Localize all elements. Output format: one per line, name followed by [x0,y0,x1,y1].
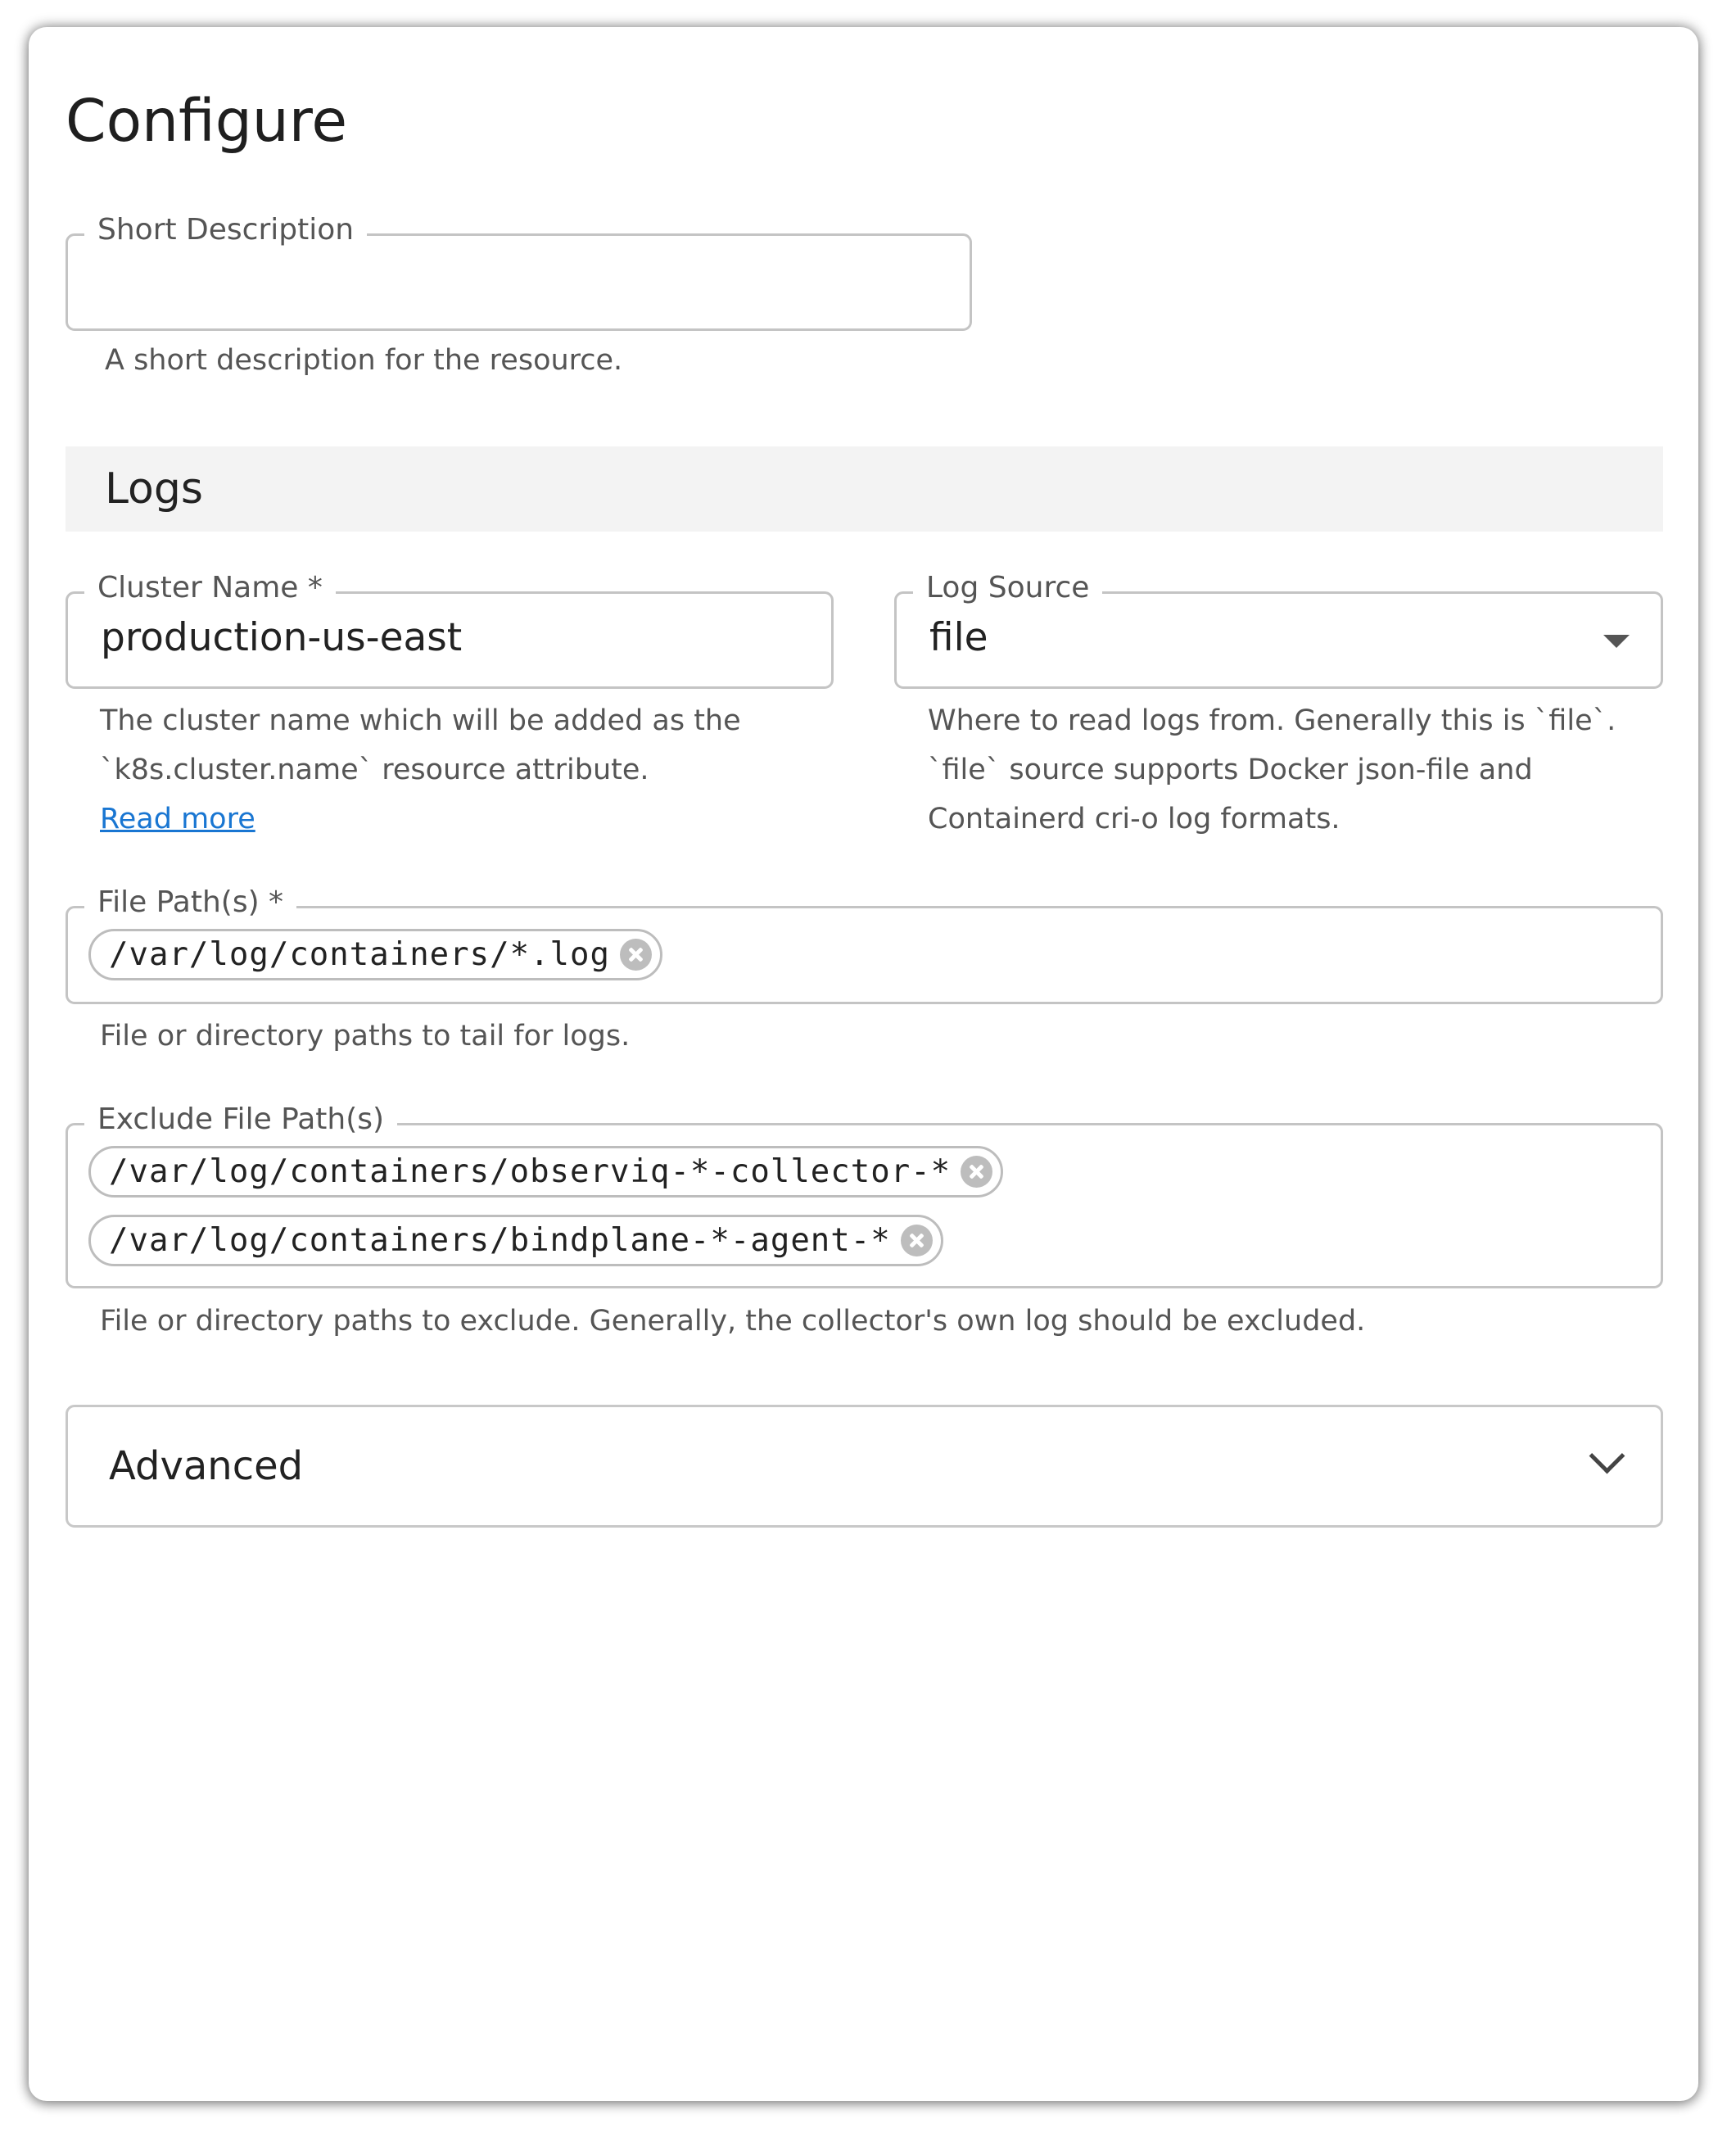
log-source-helper-line1: Where to read logs from. Generally this is `file`. [928,704,1616,737]
short-description-field[interactable] [66,213,972,331]
short-description-label: Short Description [84,214,367,247]
chevron-down-icon[interactable] [1589,1438,1625,1474]
exclude-path-chip[interactable] [88,1146,1003,1198]
cluster-name-helper [100,696,741,844]
chip-remove-icon[interactable] [961,1156,992,1188]
exclude-path-chip-label: /var/log/containers/bindplane-*-agent-* [109,1222,891,1259]
exclude-file-paths-label: Exclude File Path(s) [84,1103,397,1136]
read-more-link[interactable]: Read more [100,803,255,835]
cluster-name-helper-line1: The cluster name which will be added as the [100,704,741,737]
exclude-file-paths-field[interactable] [66,1102,1663,1288]
log-source-value: file [929,615,988,660]
file-paths-helper: File or directory paths to tail for logs. [100,1020,631,1053]
logs-section-title: Logs [105,464,203,514]
log-source-select[interactable] [894,571,1663,689]
log-source-label: Log Source [913,572,1102,604]
exclude-file-paths-helper: File or directory paths to exclude. Generally, the collector's own log should be excluded. [100,1305,1366,1338]
log-source-helper [928,696,1616,844]
dropdown-arrow-icon[interactable] [1603,635,1630,648]
chip-remove-icon[interactable] [620,939,652,971]
cluster-name-field[interactable] [66,571,834,689]
log-source-helper-line3: Containerd cri-o log formats. [928,803,1340,835]
short-description-helper: A short description for the resource. [105,344,623,377]
file-paths-field[interactable] [66,885,1663,1004]
cluster-name-value: production-us-east [101,615,463,660]
cluster-name-helper-line2: `k8s.cluster.name` resource attribute. [100,754,649,786]
cluster-name-label: Cluster Name * [84,572,336,604]
exclude-path-chip-label: /var/log/containers/observiq-*-collector-* [109,1153,952,1190]
logs-section-header [66,446,1663,532]
log-source-helper-line2: `file` source supports Docker json-file and [928,754,1533,786]
file-paths-label: File Path(s) * [84,886,296,919]
chip-remove-icon[interactable] [901,1225,933,1256]
file-path-chip[interactable] [88,929,662,980]
advanced-accordion[interactable] [66,1405,1663,1528]
advanced-title: Advanced [109,1443,304,1489]
page-title: Configure [66,87,348,155]
file-path-chip-label: /var/log/containers/*.log [109,936,610,973]
exclude-path-chip[interactable] [88,1215,943,1266]
